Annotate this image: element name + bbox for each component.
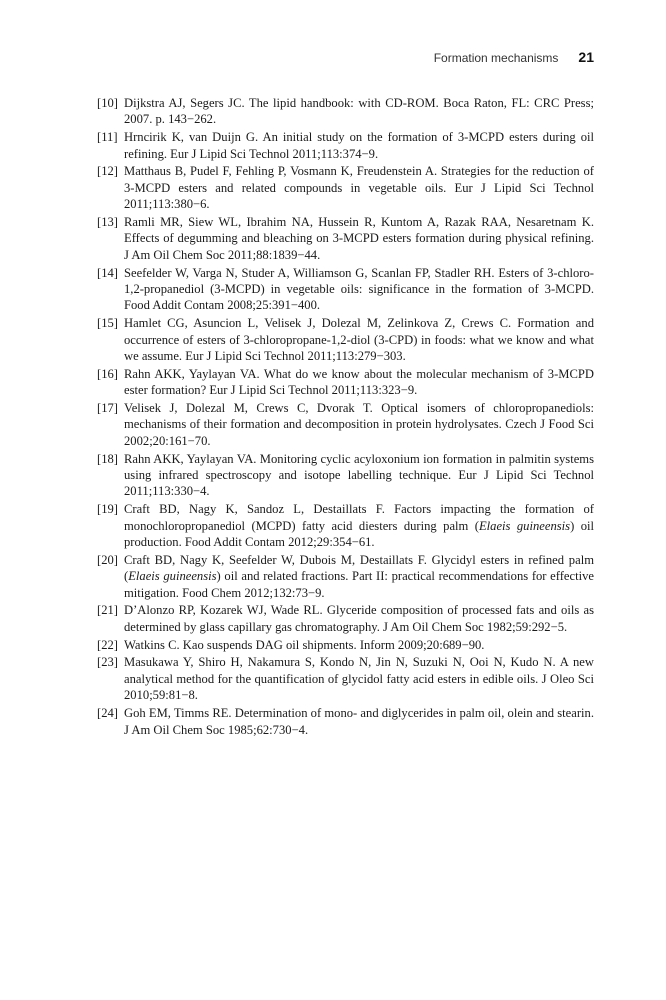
reference-text: Matthaus B, Pudel F, Fehling P, Vosmann K, Freudenstein A. Strategies for the reduction of 3-MCPD esters and related compounds in vegetable oils. Eur J Lipid Sci Technol 2011;113:380−6. [124, 164, 594, 212]
reference-number: [16] [97, 366, 118, 381]
reference-item [97, 552, 594, 601]
reference-item [97, 315, 594, 364]
reference-number: [19] [97, 502, 118, 517]
reference-item [97, 501, 594, 550]
reference-item [97, 637, 594, 653]
reference-item [97, 400, 594, 449]
reference-item [97, 366, 594, 399]
reference-number: [23] [97, 655, 118, 670]
running-head-title: Formation mechanisms [433, 51, 559, 65]
reference-number: [17] [97, 401, 118, 416]
reference-text: Rahn AKK, Yaylayan VA. Monitoring cyclic acyloxonium ion formation in palmitin systems using infrared spectroscopy and isotope labelling technique. Eur J Lipid Sci Technol 2011;113:330−4. [124, 451, 594, 499]
reference-text: Masukawa Y, Shiro H, Nakamura S, Kondo N, Jin N, Suzuki N, Ooi N, Kudo N. A new analytical method for the quantification of glycidol fatty acid esters in edible oils. J Oleo Sci 2010;59:81−8. [124, 655, 594, 703]
reference-item [97, 654, 594, 703]
reference-item [97, 95, 594, 128]
reference-text: D’Alonzo RP, Kozarek WJ, Wade RL. Glyceride composition of processed fats and oils as determined by glass capillary gas chromatography. J Am Oil Chem Soc 1982;59:292−5. [124, 603, 594, 634]
reference-item [97, 705, 594, 738]
reference-item [97, 265, 594, 314]
reference-item [97, 451, 594, 500]
reference-text-tail: ) oil production. Food Addit Contam 2012;29:354−61. [124, 518, 594, 550]
reference-number: [24] [97, 706, 118, 721]
reference-number: [14] [97, 265, 118, 280]
reference-number: [11] [97, 130, 118, 145]
reference-text: Dijkstra AJ, Segers JC. The lipid handbook: with CD-ROM. Boca Raton, FL: CRC Press; 2007. p. 143−262. [124, 96, 594, 127]
reference-number: [12] [97, 164, 118, 179]
reference-text: Craft BD, Nagy K, Sandoz L, Destaillats F. Factors impacting the formation of monochloropropanediol (MCPD) fatty acid diesters during palm ( [124, 502, 594, 533]
reference-item [97, 214, 594, 263]
reference-number: [10] [97, 96, 118, 110]
reference-text: Hrncirik K, van Duijn G. An initial study on the formation of 3-MCPD esters during oil refining. Eur J Lipid Sci Technol 2011;113:374−9. [124, 130, 594, 161]
reference-number: [22] [97, 637, 118, 652]
reference-text: Rahn AKK, Yaylayan VA. What do we know about the molecular mechanism of 3-MCPD ester formation? Eur J Lipid Sci Technol 2011;113:323−9. [124, 366, 594, 398]
reference-text: Goh EM, Timms RE. Determination of mono- and diglycerides in palm oil, olein and stearin. J Am Oil Chem Soc 1985;62:730−4. [124, 706, 594, 737]
reference-text: Seefelder W, Varga N, Studer A, Williamson G, Scanlan FP, Stadler RH. Esters of 3-chloro-1,2-propanediol (3-MCPD) in vegetable oils: significance in the formation of 3-MCPD. Food Addit Contam 2008;25:391−400. [124, 265, 594, 313]
reference-number: [13] [97, 215, 118, 230]
reference-number: [20] [97, 552, 118, 567]
reference-list [97, 95, 594, 739]
reference-text-tail: ) oil and related fractions. Part II: practical recommendations for effective mitigation. Food Chem 2012;132:73−9. [124, 569, 594, 600]
reference-italic-text: Elaeis guineensis [478, 518, 571, 533]
reference-text: Craft BD, Nagy K, Seefelder W, Dubois M, Destaillats F. Glycidyl esters in refined palm ( [124, 552, 594, 584]
reference-text: Velisek J, Dolezal M, Crews C, Dvorak T. Optical isomers of chloropropanediols: mechanisms of their formation and decomposition in protein hydrolysates. Czech J Food Sci 2002;20:161−70. [124, 401, 594, 448]
reference-text: Watkins C. Kao suspends DAG oil shipments. Inform 2009;20:689−90. [124, 637, 485, 652]
reference-italic-text: Elaeis guineensis [128, 569, 217, 584]
reference-item [97, 602, 594, 635]
reference-number: [15] [97, 316, 118, 331]
reference-item [97, 129, 594, 162]
page-number: 21 [578, 49, 594, 65]
reference-text: Hamlet CG, Asuncion L, Velisek J, Dolezal M, Zelinkova Z, Crews C. Formation and occurrence of esters of 3-chloropropane-1,2-diol (3-CPD) in foods: what we know and what we assume. Eur J Lipid Sci Technol 2011;113:279−303. [124, 316, 594, 364]
reference-number: [21] [97, 603, 118, 618]
reference-item [97, 163, 594, 212]
running-head [434, 49, 594, 65]
reference-number: [18] [97, 451, 118, 466]
reference-text: Ramli MR, Siew WL, Ibrahim NA, Hussein R, Kuntom A, Razak RAA, Nesaretnam K. Effects of degumming and bleaching on 3-MCPD esters formation during physical refining. J Am Oil Chem Soc 2011;88:1839−44. [124, 215, 594, 262]
